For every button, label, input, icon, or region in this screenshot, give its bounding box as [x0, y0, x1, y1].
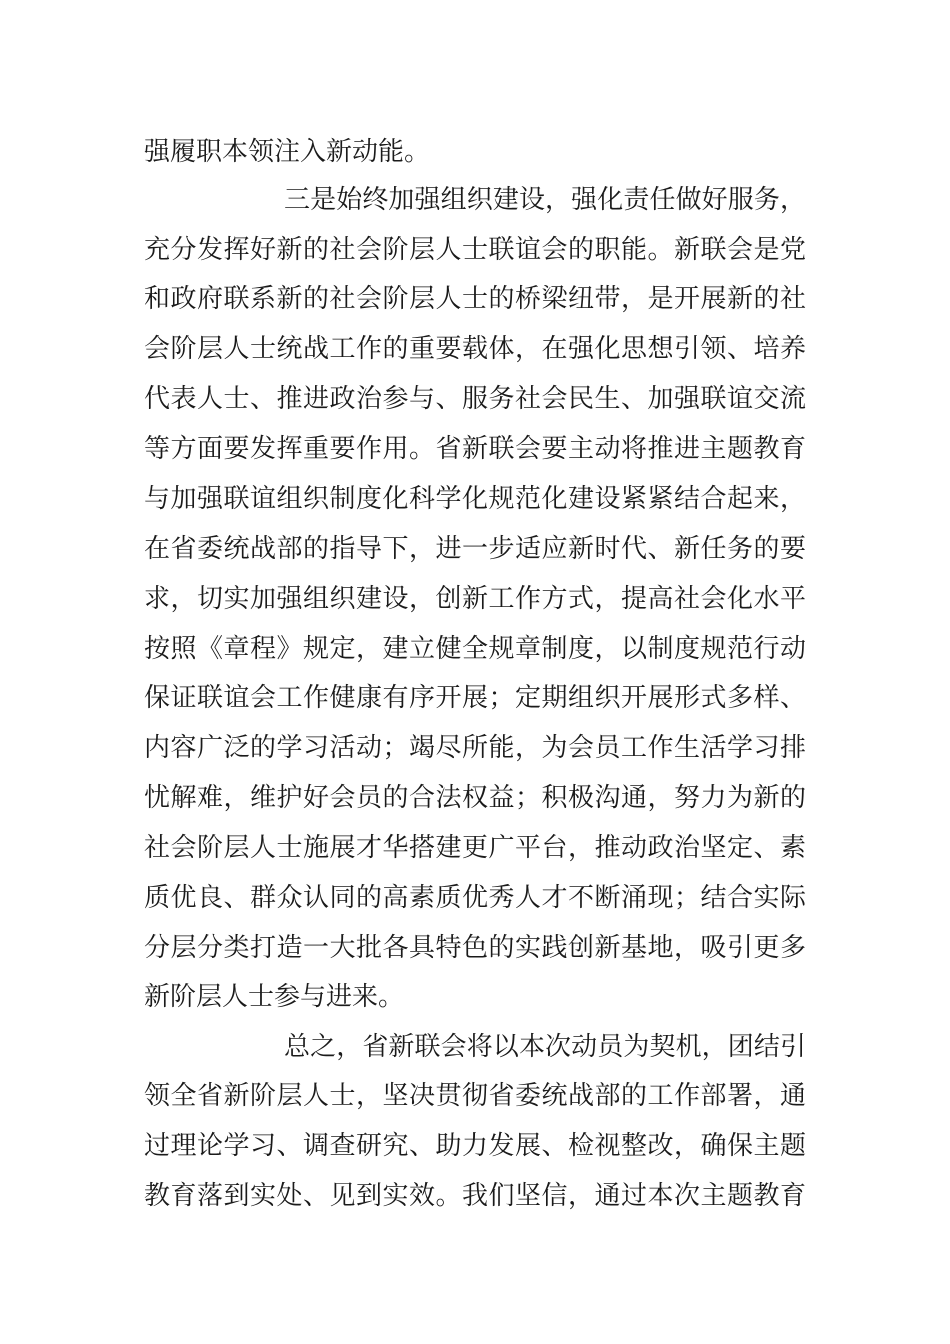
text-line-11: 按照《章程》规定，建立健全规章制度，以制度规范行动 [144, 634, 806, 664]
text-line-20: 领全省新阶层人士，坚决贯彻省委统战部的工作部署，通 [144, 1081, 806, 1111]
text-line-19: 总之，省新联会将以本次动员为契机，团结引 [284, 1032, 806, 1062]
text-line-9: 在省委统战部的指导下，进一步适应新时代、新任务的要 [144, 534, 806, 564]
text-line-14: 忧解难，维护好会员的合法权益；积极沟通，努力为新的 [144, 783, 806, 813]
text-line-22: 教育落到实处、见到实效。我们坚信，通过本次主题教育 [144, 1181, 806, 1211]
text-line-17: 分层分类打造一大批各具特色的实践创新基地，吸引更多 [144, 933, 806, 963]
text-line-4: 和政府联系新的社会阶层人士的桥梁纽带，是开展新的社 [144, 284, 806, 314]
text-line-18: 新阶层人士参与进来。 [144, 982, 405, 1012]
text-line-7: 等方面要发挥重要作用。省新联会要主动将推进主题教育 [144, 434, 806, 464]
text-line-13: 内容广泛的学习活动；竭尽所能，为会员工作生活学习排 [144, 733, 806, 763]
text-line-21: 过理论学习、调查研究、助力发展、检视整改，确保主题 [144, 1131, 806, 1161]
text-line-10: 求，切实加强组织建设，创新工作方式，提高社会化水平 [144, 584, 806, 614]
text-line-2: 三是始终加强组织建设，强化责任做好服务， [284, 185, 806, 215]
text-line-3: 充分发挥好新的社会阶层人士联谊会的职能。新联会是党 [144, 235, 806, 265]
text-line-6: 代表人士、推进政治参与、服务社会民生、加强联谊交流 [144, 384, 806, 414]
text-line-16: 质优良、群众认同的高素质优秀人才不断涌现；结合实际 [144, 883, 806, 913]
text-line-8: 与加强联谊组织制度化科学化规范化建设紧紧结合起来， [144, 484, 806, 514]
text-line-12: 保证联谊会工作健康有序开展；定期组织开展形式多样、 [144, 683, 806, 713]
text-line-15: 社会阶层人士施展才华搭建更广平台，推动政治坚定、素 [144, 833, 806, 863]
text-line-1: 强履职本领注入新动能。 [144, 137, 431, 167]
text-line-5: 会阶层人士统战工作的重要载体，在强化思想引领、培养 [144, 334, 806, 364]
